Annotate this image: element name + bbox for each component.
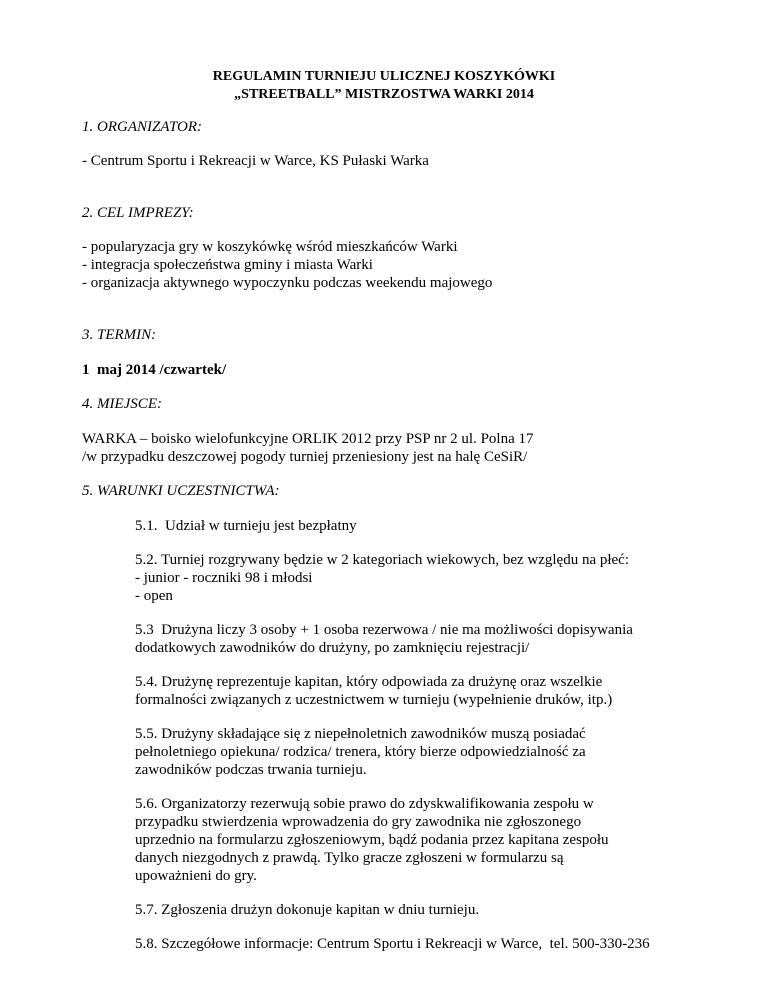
section-heading-goal: 2. CEL IMPREZY: [82, 205, 194, 221]
condition-5-3-line-2: dodatkowych zawodników do drużyny, po zamknięciu rejestracji/ [135, 640, 530, 656]
place-line-2: /w przypadku deszczowej pogody turniej przeniesiony jest na halę CeSiR/ [82, 449, 528, 465]
section-heading-organizer: 1. ORGANIZATOR: [82, 119, 202, 135]
place-line-1: WARKA – boisko wielofunkcyjne ORLIK 2012 przy PSP nr 2 ul. Polna 17 [82, 431, 534, 447]
condition-5-6-line-4: danych niezgodnych z prawdą. Tylko gracze zgłoszeni w formularzu są [135, 850, 564, 866]
section-heading-date: 3. TERMIN: [82, 327, 157, 343]
document-title-line-2: „STREETBALL” MISTRZOSTWA WARKI 2014 [234, 87, 534, 102]
condition-5-3-line-1: 5.3 Drużyna liczy 3 osoby + 1 osoba rezerwowa / nie ma możliwości dopisywania [135, 622, 633, 638]
condition-5-2-line-1: 5.2. Turniej rozgrywany będzie w 2 kategoriach wiekowych, bez względu na płeć: [135, 552, 630, 568]
condition-5-5-line-1: 5.5. Drużyny składające się z niepełnoletnich zawodników muszą posiadać [135, 726, 586, 742]
section-heading-conditions: 5. WARUNKI UCZESTNICTWA: [82, 483, 280, 499]
condition-5-5-line-2: pełnoletniego opiekuna/ rodzica/ trenera, który bierze odpowiedzialność za [135, 744, 586, 760]
section-heading-place: 4. MIEJSCE: [82, 396, 162, 412]
condition-5-6-line-5: upoważnieni do gry. [135, 868, 257, 884]
condition-5-6-line-1: 5.6. Organizatorzy rezerwują sobie prawo do zdyskwalifikowania zespołu w [135, 796, 594, 812]
condition-5-4-line-2: formalności związanych z uczestnictwem w turnieju (wypełnienie druków, itp.) [135, 692, 613, 708]
goal-line-2: - integracja społeczeństwa gminy i miasta Warki [82, 257, 373, 273]
condition-5-2-line-2: - junior - roczniki 98 i młodsi [135, 570, 313, 586]
event-date: 1 maj 2014 /czwartek/ [82, 362, 227, 378]
goal-line-1: - popularyzacja gry w koszykówkę wśród mieszkańców Warki [82, 239, 458, 255]
condition-5-4-line-1: 5.4. Drużynę reprezentuje kapitan, który odpowiada za drużynę oraz wszelkie [135, 674, 603, 690]
condition-5-7: 5.7. Zgłoszenia drużyn dokonuje kapitan w dniu turnieju. [135, 902, 480, 918]
condition-5-6-line-2: przypadku stwierdzenia wprowadzenia do gry zawodnika nie zgłoszonego [135, 814, 582, 830]
condition-5-6-line-3: uprzednio na formularzu zgłoszeniowym, bądź podania przez kapitana zespołu [135, 832, 609, 848]
condition-5-2-line-3: - open [135, 588, 173, 604]
goal-line-3: - organizacja aktywnego wypoczynku podczas weekendu majowego [82, 275, 493, 291]
document-title-line-1: REGULAMIN TURNIEJU ULICZNEJ KOSZYKÓWKI [212, 69, 556, 84]
condition-5-5-line-3: zawodników podczas trwania turnieju. [135, 762, 367, 778]
condition-5-8: 5.8. Szczegółowe informacje: Centrum Sportu i Rekreacji w Warce, tel. 500-330-236 [135, 936, 650, 952]
condition-5-1: 5.1. Udział w turnieju jest bezpłatny [135, 518, 357, 534]
organizer-line: - Centrum Sportu i Rekreacji w Warce, KS Pułaski Warka [82, 153, 429, 169]
